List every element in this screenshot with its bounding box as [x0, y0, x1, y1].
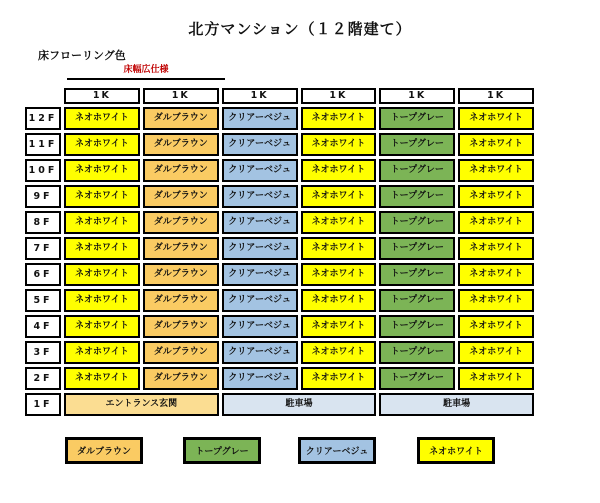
flooring-cell: トープグレー	[379, 107, 455, 130]
flooring-cell: ネオホワイト	[458, 367, 534, 390]
floor-label: 5F	[25, 289, 61, 312]
flooring-cell: トープグレー	[379, 315, 455, 338]
legend-item: ネオホワイト	[417, 437, 495, 464]
flooring-cell: ネオホワイト	[301, 315, 377, 338]
flooring-cell: ネオホワイト	[64, 367, 140, 390]
flooring-cell: ダルブラウン	[143, 341, 219, 364]
flooring-cell: ネオホワイト	[301, 159, 377, 182]
flooring-cell: トープグレー	[379, 211, 455, 234]
flooring-cell: ネオホワイト	[64, 315, 140, 338]
flooring-cell: クリアーベジュ	[222, 211, 298, 234]
floor-label: 10F	[25, 159, 61, 182]
flooring-cell: ダルブラウン	[143, 263, 219, 286]
flooring-cell: ダルブラウン	[143, 315, 219, 338]
floor-label: 11F	[25, 133, 61, 156]
flooring-cell: ネオホワイト	[64, 263, 140, 286]
unit-type-header: 1K	[379, 88, 455, 104]
flooring-cell: ネオホワイト	[64, 185, 140, 208]
flooring-cell: トープグレー	[379, 367, 455, 390]
flooring-cell: ネオホワイト	[64, 341, 140, 364]
flooring-cell: ネオホワイト	[458, 133, 534, 156]
flooring-cell: クリアーベジュ	[222, 315, 298, 338]
floor-label: 12F	[25, 107, 61, 130]
entrance-cell: エントランス玄関	[64, 393, 219, 416]
flooring-cell: ネオホワイト	[458, 185, 534, 208]
flooring-cell: クリアーベジュ	[222, 107, 298, 130]
flooring-cell: ネオホワイト	[301, 133, 377, 156]
parking-cell: 駐車場	[379, 393, 534, 416]
flooring-cell: ネオホワイト	[64, 133, 140, 156]
flooring-cell: トープグレー	[379, 289, 455, 312]
flooring-cell: クリアーベジュ	[222, 185, 298, 208]
flooring-cell: ネオホワイト	[64, 237, 140, 260]
flooring-cell: ネオホワイト	[458, 315, 534, 338]
flooring-cell: クリアーベジュ	[222, 159, 298, 182]
table-corner-spacer	[25, 88, 61, 104]
flooring-cell: クリアーベジュ	[222, 133, 298, 156]
legend	[0, 437, 600, 465]
floor-label: 6F	[25, 263, 61, 286]
parking-cell: 駐車場	[222, 393, 377, 416]
flooring-cell: ネオホワイト	[458, 341, 534, 364]
flooring-cell: ダルブラウン	[143, 211, 219, 234]
legend-item: ダルブラウン	[65, 437, 143, 464]
flooring-cell: ダルブラウン	[143, 367, 219, 390]
flooring-cell: クリアーベジュ	[222, 289, 298, 312]
flooring-cell: ネオホワイト	[301, 341, 377, 364]
page-title: 北方マンション（１２階建て）	[188, 20, 412, 38]
floor-label: 7F	[25, 237, 61, 260]
floor-label: 3F	[25, 341, 61, 364]
legend-item: トープグレー	[183, 437, 261, 464]
flooring-cell: ダルブラウン	[143, 185, 219, 208]
flooring-cell: トープグレー	[379, 185, 455, 208]
unit-type-header: 1K	[64, 88, 140, 104]
flooring-cell: ネオホワイト	[301, 237, 377, 260]
flooring-cell: ネオホワイト	[301, 185, 377, 208]
flooring-cell: ネオホワイト	[301, 289, 377, 312]
floor-label: 1F	[25, 393, 61, 416]
flooring-cell: クリアーベジュ	[222, 367, 298, 390]
floor-table	[25, 88, 534, 416]
flooring-cell: トープグレー	[379, 237, 455, 260]
flooring-cell: ネオホワイト	[458, 211, 534, 234]
unit-type-header: 1K	[458, 88, 534, 104]
unit-type-header: 1K	[222, 88, 298, 104]
flooring-cell: トープグレー	[379, 159, 455, 182]
unit-type-header: 1K	[301, 88, 377, 104]
flooring-cell: ネオホワイト	[301, 367, 377, 390]
unit-type-header: 1K	[143, 88, 219, 104]
flooring-cell: ダルブラウン	[143, 289, 219, 312]
flooring-cell: クリアーベジュ	[222, 237, 298, 260]
flooring-cell: ネオホワイト	[458, 159, 534, 182]
flooring-cell: トープグレー	[379, 133, 455, 156]
legend-item: クリアーベジュ	[298, 437, 376, 464]
floor-label: 9F	[25, 185, 61, 208]
flooring-cell: クリアーベジュ	[222, 263, 298, 286]
flooring-cell: ダルブラウン	[143, 107, 219, 130]
flooring-cell: ネオホワイト	[301, 263, 377, 286]
floor-label: 2F	[25, 367, 61, 390]
flooring-cell: トープグレー	[379, 263, 455, 286]
flooring-cell: ネオホワイト	[301, 107, 377, 130]
floor-label: 8F	[25, 211, 61, 234]
flooring-cell: ネオホワイト	[458, 263, 534, 286]
flooring-cell: クリアーベジュ	[222, 341, 298, 364]
flooring-cell: ネオホワイト	[301, 211, 377, 234]
flooring-cell: ネオホワイト	[64, 289, 140, 312]
flooring-cell: ネオホワイト	[64, 211, 140, 234]
floor-label: 4F	[25, 315, 61, 338]
flooring-color-label: 床フローリング色	[38, 49, 126, 62]
flooring-cell: トープグレー	[379, 341, 455, 364]
flooring-cell: ダルブラウン	[143, 133, 219, 156]
flooring-cell: ダルブラウン	[143, 159, 219, 182]
wide-floor-spec-underline	[67, 78, 225, 80]
flooring-cell: ネオホワイト	[458, 107, 534, 130]
flooring-cell: ネオホワイト	[64, 107, 140, 130]
wide-floor-spec-label: 床幅広仕様	[123, 65, 169, 75]
flooring-cell: ネオホワイト	[458, 237, 534, 260]
flooring-cell: ネオホワイト	[64, 159, 140, 182]
flooring-cell: ダルブラウン	[143, 237, 219, 260]
flooring-cell: ネオホワイト	[458, 289, 534, 312]
